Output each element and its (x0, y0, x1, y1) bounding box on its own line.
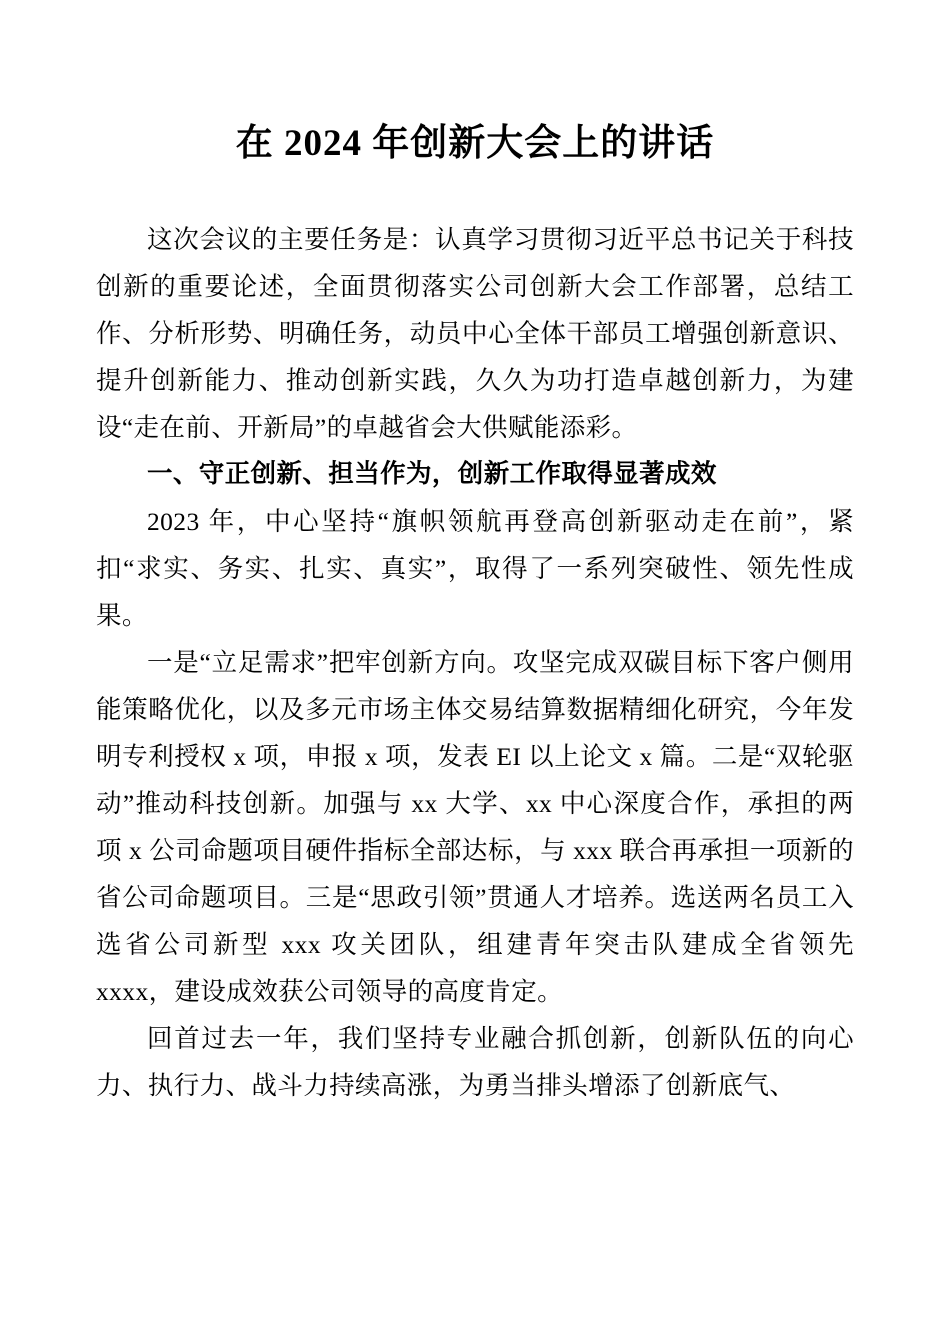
paragraph-intro: 这次会议的主要任务是：认真学习贯彻习近平总书记关于科技创新的重要论述，全面贯彻落实公司创新大会工作部署，总结工作、分析形势、明确任务，动员中心全体干部员工增强创新意识、提升创新能力、推动创新实践，久久为功打造卓越创新力，为建设“走在前、开新局”的卓越省会大供赋能添彩。 (96, 224, 854, 442)
section-heading-1: 一、守正创新、担当作为，创新工作取得显著成效 (147, 459, 717, 488)
paragraph-innovation-details: 一是“立足需求”把牢创新方向。攻坚完成双碳目标下客户侧用能策略优化，以及多元市场主体交易结算数据精细化研究，今年发明专利授权 x 项，申报 x 项，发表 EI 以上论文 x 篇。二是“双轮驱动”推动科技创新。加强与 xx 大学、xx 中心深度合作，承担的两项 x 公司命题项目硬件指标全部达标，与 xxx 联合再承担一项新的省公司命题项目。三是“思政引领”贯通人才培养。选送两名员工入选省公司新型 xxx 攻关团队，组建青年突击队建成全省领先 xxxx，建设成效获公司领导的高度肯定。 (96, 647, 854, 1006)
page-title: 在 2024 年创新大会上的讲话 (235, 123, 715, 164)
paragraph-review: 回首过去一年，我们坚持专业融合抓创新，创新队伍的向心力、执行力、战斗力持续高涨，为勇当排头增添了创新底气、 (96, 1023, 854, 1100)
paragraph-2023-results: 2023 年，中心坚持“旗帜领航再登高创新驱动走在前”，紧扣“求实、务实、扎实、真实”，取得了一系列突破性、领先性成果。 (96, 506, 854, 630)
